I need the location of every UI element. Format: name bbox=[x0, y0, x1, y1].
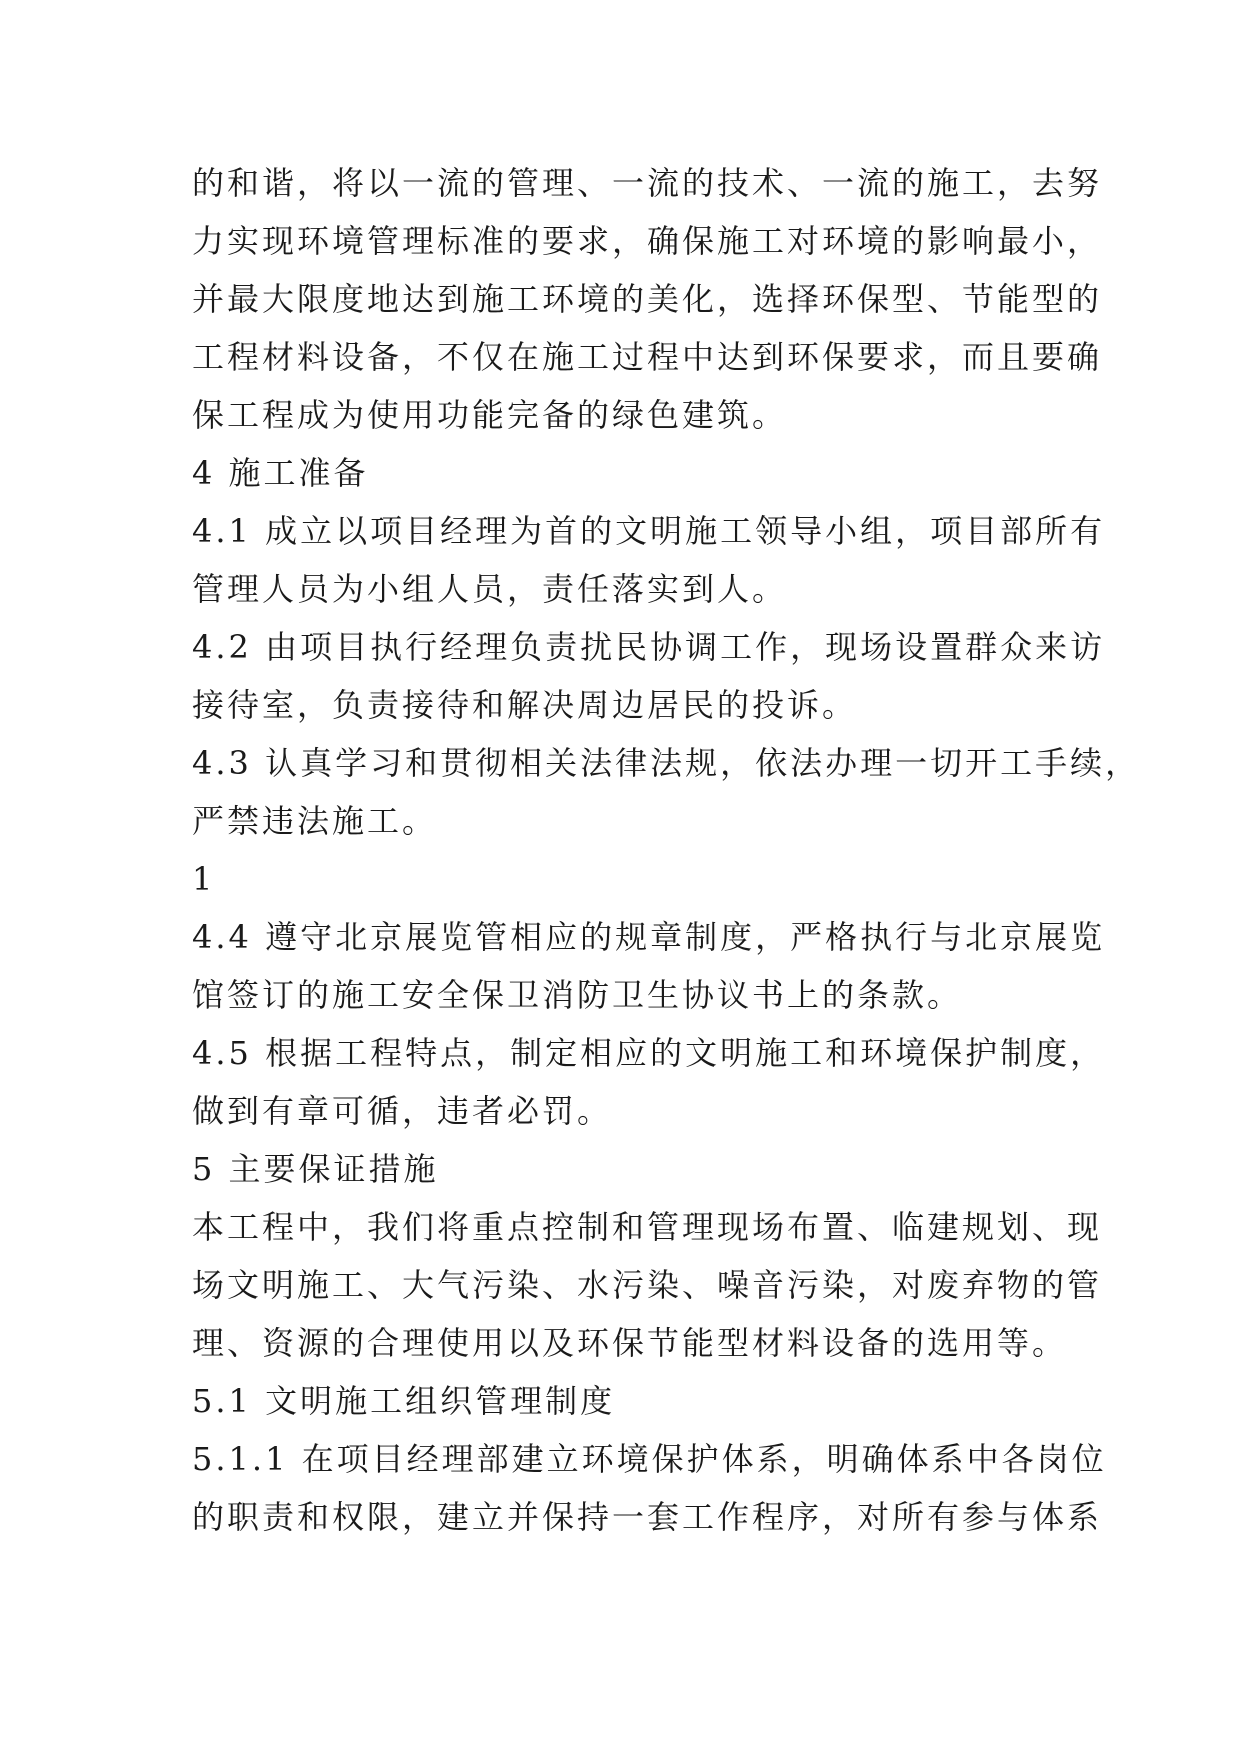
page-number: 1 bbox=[192, 860, 216, 898]
text-line: 5.1.1 在项目经理部建立环境保护体系，明确体系中各岗位 bbox=[192, 1440, 1107, 1478]
text-line: 做到有章可循，违者必罚。 bbox=[192, 1092, 613, 1130]
section-heading: 4 施工准备 bbox=[192, 454, 369, 492]
text-line: 场文明施工、大气污染、水污染、噪音污染，对废弃物的管 bbox=[192, 1266, 1103, 1304]
text-line: 的职责和权限，建立并保持一套工作程序，对所有参与体系 bbox=[192, 1498, 1103, 1536]
text-line: 4.2 由项目执行经理负责扰民协调工作，现场设置群众来访 bbox=[192, 628, 1106, 666]
text-line: 严禁违法施工。 bbox=[192, 802, 438, 840]
text-line: 4.5 根据工程特点，制定相应的文明施工和环境保护制度， bbox=[192, 1034, 1106, 1072]
text-line: 接待室，负责接待和解决周边居民的投诉。 bbox=[192, 686, 858, 724]
text-line: 4.3 认真学习和贯彻相关法律法规，依法办理一切开工手续， bbox=[192, 744, 1141, 782]
text-line: 4.4 遵守北京展览管相应的规章制度，严格执行与北京展览 bbox=[192, 918, 1106, 956]
text-line: 保工程成为使用功能完备的绿色建筑。 bbox=[192, 396, 788, 434]
text-line: 力实现环境管理标准的要求，确保施工对环境的影响最小， bbox=[192, 222, 1103, 260]
text-line: 馆签订的施工安全保卫消防卫生协议书上的条款。 bbox=[192, 976, 963, 1014]
text-line: 管理人员为小组人员，责任落实到人。 bbox=[192, 570, 788, 608]
text-line: 的和谐，将以一流的管理、一流的技术、一流的施工，去努 bbox=[192, 164, 1103, 202]
text-line: 工程材料设备，不仅在施工过程中达到环保要求，而且要确 bbox=[192, 338, 1103, 376]
text-line: 理、资源的合理使用以及环保节能型材料设备的选用等。 bbox=[192, 1324, 1068, 1362]
subsection-heading: 5.1 文明施工组织管理制度 bbox=[192, 1382, 616, 1420]
text-line: 本工程中，我们将重点控制和管理现场布置、临建规划、现 bbox=[192, 1208, 1103, 1246]
text-line: 并最大限度地达到施工环境的美化，选择环保型、节能型的 bbox=[192, 280, 1103, 318]
text-line: 4.1 成立以项目经理为首的文明施工领导小组，项目部所有 bbox=[192, 512, 1106, 550]
section-heading: 5 主要保证措施 bbox=[192, 1150, 439, 1188]
